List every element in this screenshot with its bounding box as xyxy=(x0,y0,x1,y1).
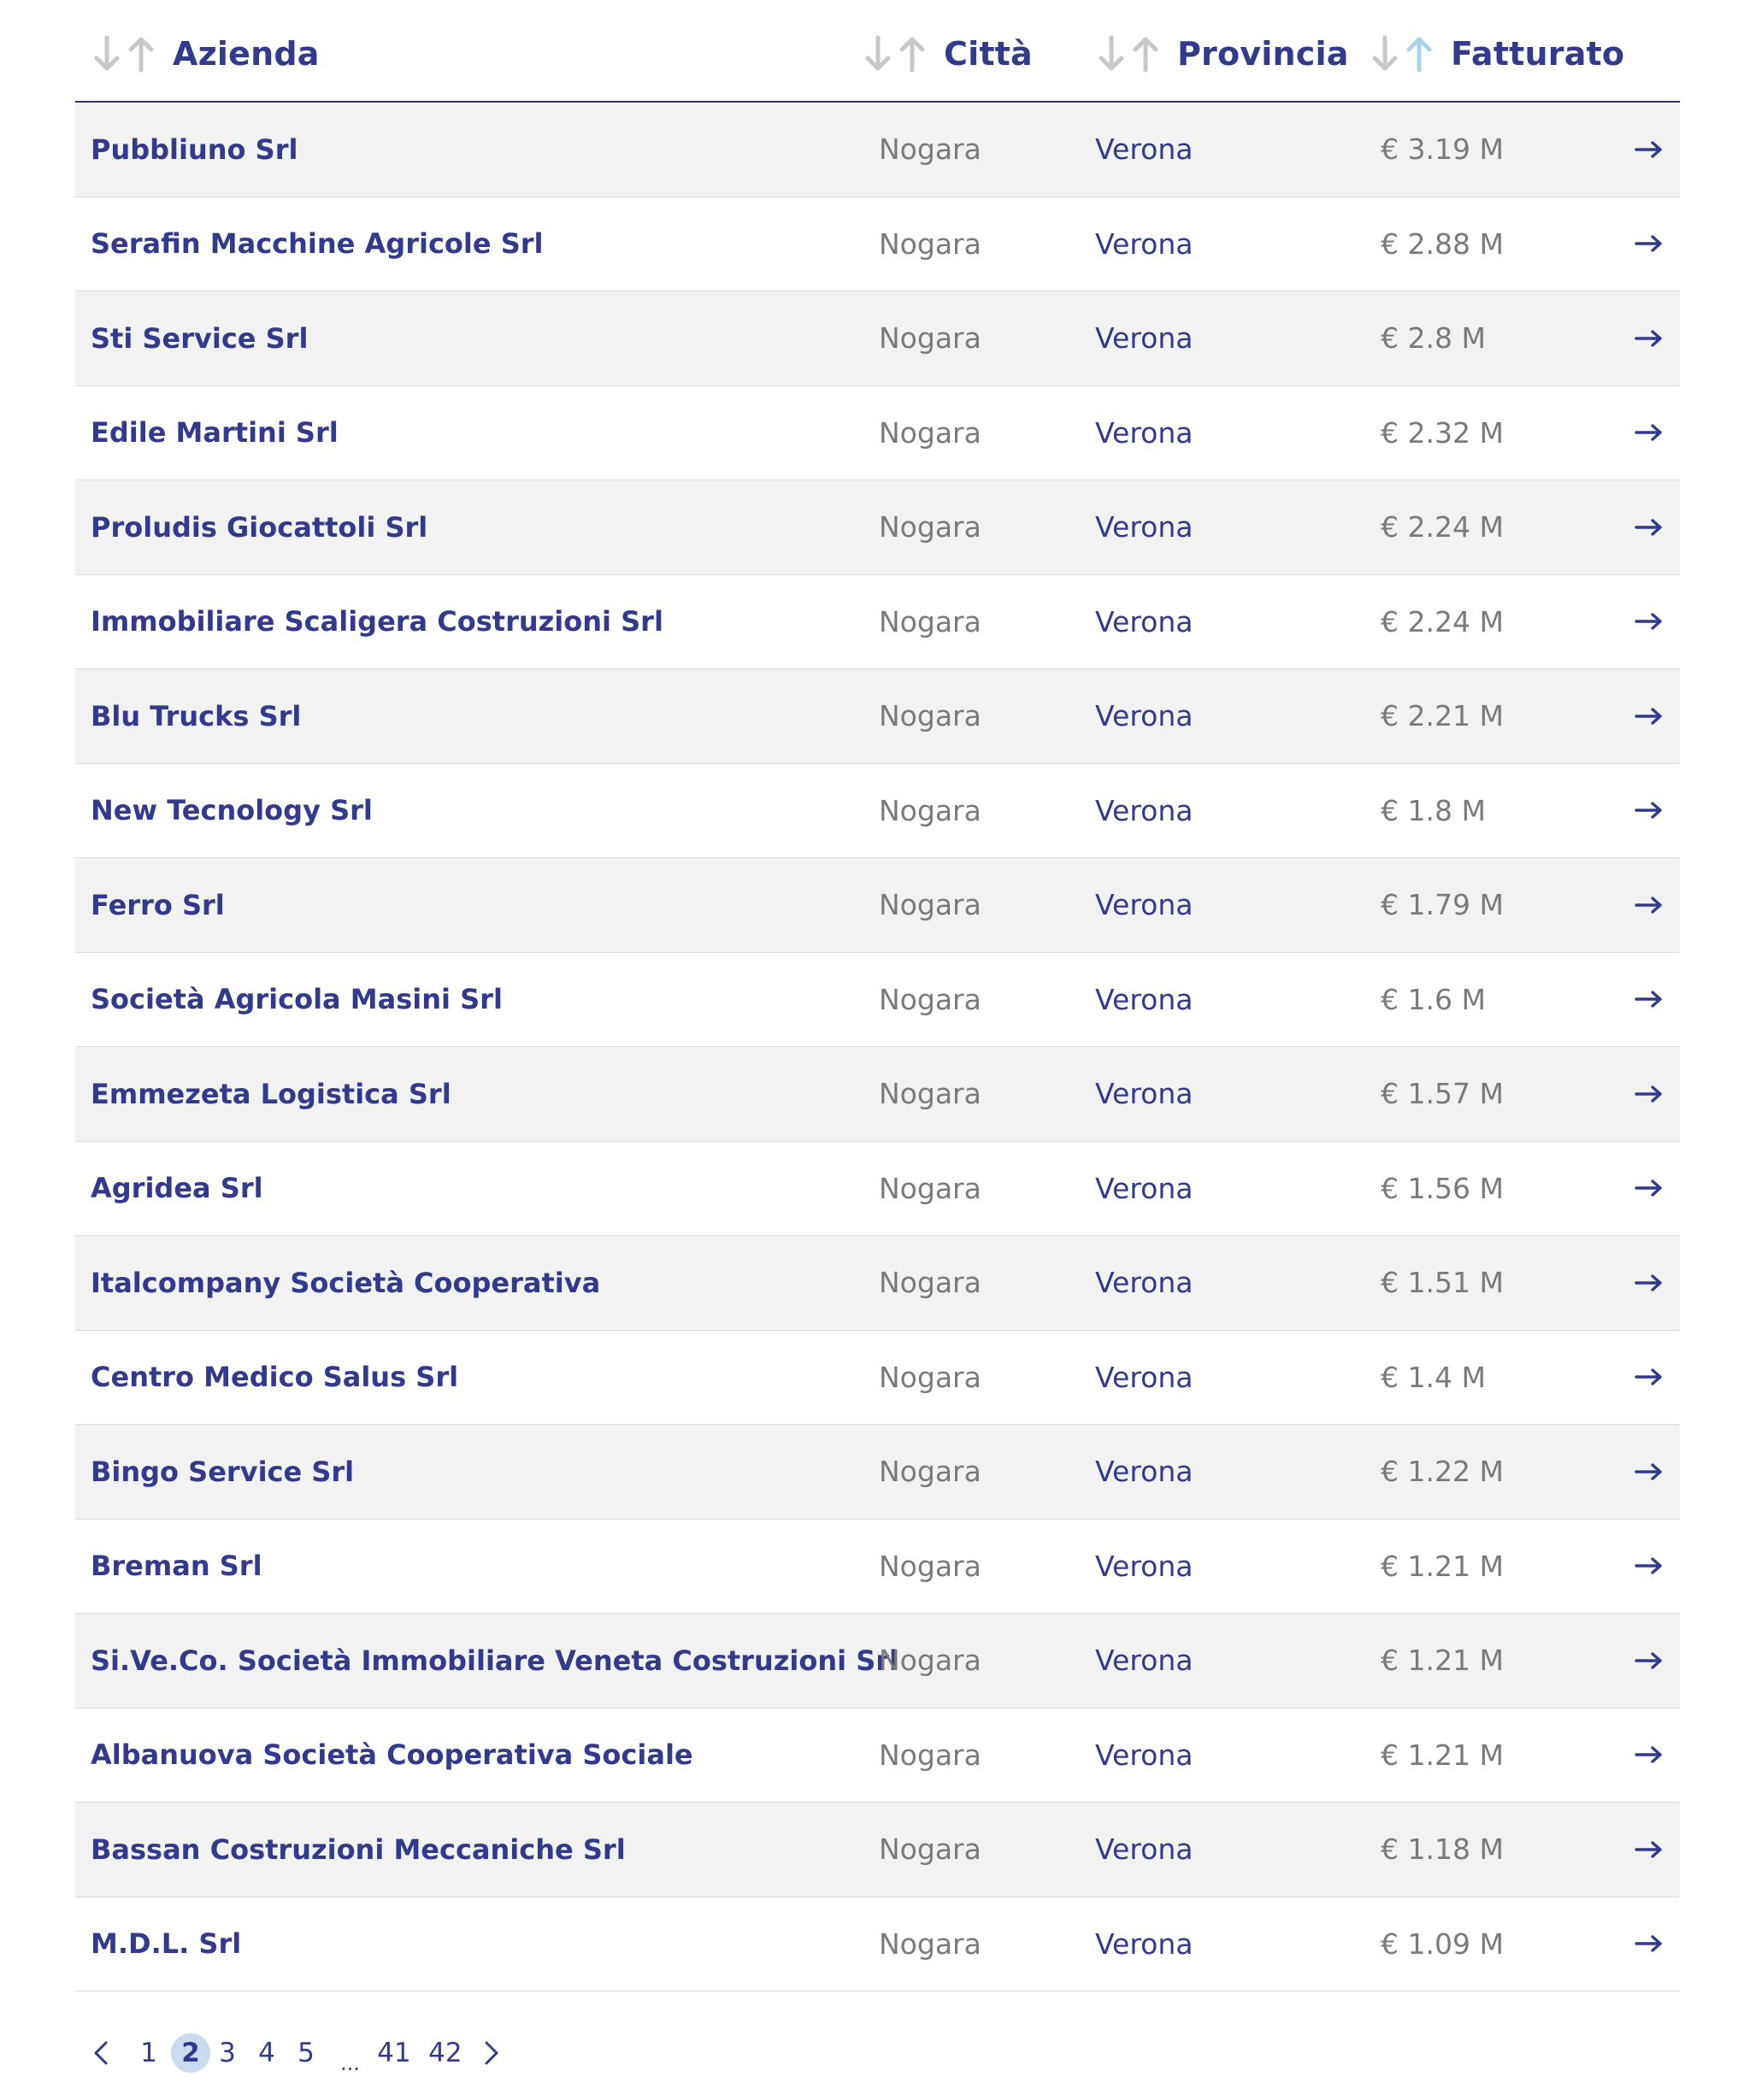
arrow-right-icon[interactable] xyxy=(1634,989,1665,1009)
city-cell: Nogara xyxy=(879,1738,981,1772)
revenue-cell: € 1.8 M xyxy=(1381,793,1486,827)
city-cell: Nogara xyxy=(879,1644,981,1678)
table-row[interactable] xyxy=(75,1236,1680,1331)
revenue-cell: € 1.09 M xyxy=(1381,1926,1504,1961)
company-name-link[interactable]: Immobiliare Scaligera Costruzioni Srl xyxy=(91,605,663,638)
table-row[interactable] xyxy=(75,953,1680,1048)
table-body xyxy=(75,103,1680,1991)
revenue-cell: € 1.6 M xyxy=(1381,982,1486,1016)
page-link-42[interactable]: 42 xyxy=(428,2038,463,2068)
company-name-link[interactable]: Pubbliuno Srl xyxy=(91,132,298,166)
revenue-cell: € 1.21 M xyxy=(1381,1549,1504,1583)
city-cell: Nogara xyxy=(879,1926,981,1961)
city-cell: Nogara xyxy=(879,1360,981,1394)
arrow-right-icon[interactable] xyxy=(1634,1462,1665,1482)
page-link-5[interactable]: 5 xyxy=(298,2038,315,2068)
row-action[interactable] xyxy=(1620,1178,1680,1198)
table-row[interactable] xyxy=(75,1142,1680,1237)
row-action[interactable] xyxy=(1620,517,1680,538)
row-action[interactable] xyxy=(1620,800,1680,821)
row-action[interactable] xyxy=(1620,1650,1680,1671)
table-row[interactable] xyxy=(75,1331,1680,1426)
table-row[interactable] xyxy=(75,480,1680,575)
province-cell: Verona xyxy=(1095,321,1193,356)
pagination xyxy=(75,2019,1680,2087)
company-name-link[interactable]: M.D.L. Srl xyxy=(91,1927,242,1961)
revenue-cell: € 2.24 M xyxy=(1381,604,1504,638)
arrow-right-icon[interactable] xyxy=(1634,328,1665,349)
sort-desc-icon[interactable] xyxy=(92,34,121,74)
table-row[interactable] xyxy=(75,291,1680,386)
sort-desc-icon[interactable] xyxy=(1097,34,1126,74)
arrow-right-icon[interactable] xyxy=(1634,1178,1665,1198)
province-cell: Verona xyxy=(1095,982,1193,1016)
city-cell: Nogara xyxy=(879,510,981,544)
province-cell: Verona xyxy=(1095,1738,1193,1772)
revenue-cell: € 1.51 M xyxy=(1381,1266,1504,1300)
column-header-city[interactable] xyxy=(863,0,1080,101)
column-header-name[interactable] xyxy=(75,0,863,101)
city-cell: Nogara xyxy=(879,321,981,356)
table-row[interactable] xyxy=(75,669,1680,764)
row-action[interactable] xyxy=(1620,611,1680,632)
table-row[interactable] xyxy=(75,1614,1680,1709)
page-link-41[interactable]: 41 xyxy=(377,2038,411,2068)
arrow-right-icon[interactable] xyxy=(1634,611,1665,632)
revenue-cell: € 2.32 M xyxy=(1381,415,1504,450)
company-name-link[interactable]: Bingo Service Srl xyxy=(91,1455,355,1488)
chevron-right-icon[interactable] xyxy=(481,2038,502,2068)
arrow-right-icon[interactable] xyxy=(1634,139,1665,160)
city-cell: Nogara xyxy=(879,699,981,733)
table-row[interactable] xyxy=(75,1425,1680,1520)
province-cell: Verona xyxy=(1095,1549,1193,1583)
row-action[interactable] xyxy=(1620,895,1680,915)
revenue-cell: € 1.18 M xyxy=(1381,1832,1504,1867)
table-row[interactable] xyxy=(75,858,1680,953)
table-header xyxy=(75,0,1680,103)
arrow-right-icon[interactable] xyxy=(1634,1556,1665,1576)
company-name-link[interactable]: Ferro Srl xyxy=(91,888,225,921)
province-cell: Verona xyxy=(1095,888,1193,922)
city-cell: Nogara xyxy=(879,888,981,922)
companies-table xyxy=(75,0,1680,2087)
revenue-cell: € 1.22 M xyxy=(1381,1455,1504,1489)
city-cell: Nogara xyxy=(879,1455,981,1489)
province-cell: Verona xyxy=(1095,226,1193,261)
chevron-left-icon[interactable] xyxy=(91,2038,111,2068)
row-action[interactable] xyxy=(1620,1367,1680,1387)
company-name-link[interactable]: Società Agricola Masini Srl xyxy=(91,983,503,1016)
company-name-link[interactable]: Centro Medico Salus Srl xyxy=(91,1361,459,1394)
province-cell: Verona xyxy=(1095,1644,1193,1678)
company-name-link[interactable]: Bassan Costruzioni Meccaniche Srl xyxy=(91,1832,626,1866)
revenue-cell: € 3.19 M xyxy=(1381,132,1504,167)
province-cell: Verona xyxy=(1095,1926,1193,1961)
city-cell: Nogara xyxy=(879,415,981,450)
revenue-cell: € 1.56 M xyxy=(1381,1171,1504,1205)
sort-desc-icon[interactable] xyxy=(1370,34,1399,74)
company-name-link[interactable]: Sti Service Srl xyxy=(91,321,309,355)
revenue-cell: € 1.4 M xyxy=(1381,1360,1486,1394)
arrow-right-icon[interactable] xyxy=(1634,1933,1665,1954)
table-row[interactable] xyxy=(75,1520,1680,1615)
page-link-1[interactable]: 1 xyxy=(140,2038,157,2068)
company-name-link[interactable]: Edile Martini Srl xyxy=(91,416,339,450)
row-action[interactable] xyxy=(1620,1744,1680,1765)
arrow-right-icon[interactable] xyxy=(1634,517,1665,538)
table-row[interactable] xyxy=(75,575,1680,670)
arrow-right-icon[interactable] xyxy=(1634,1273,1665,1293)
page-current[interactable]: 2 xyxy=(171,2033,210,2073)
sort-controls xyxy=(863,34,927,74)
city-cell: Nogara xyxy=(879,1077,981,1111)
sort-asc-icon[interactable] xyxy=(127,34,156,74)
sort-controls xyxy=(92,34,156,74)
revenue-cell: € 1.79 M xyxy=(1381,888,1504,922)
revenue-cell: € 1.21 M xyxy=(1381,1738,1504,1772)
province-cell: Verona xyxy=(1095,1171,1193,1205)
city-cell: Nogara xyxy=(879,1266,981,1300)
sort-asc-icon-active[interactable] xyxy=(1405,34,1434,74)
column-header-revenue[interactable] xyxy=(1365,0,1625,101)
sort-controls xyxy=(1370,34,1434,74)
revenue-cell: € 2.21 M xyxy=(1381,699,1504,733)
province-cell: Verona xyxy=(1095,793,1193,827)
row-action[interactable] xyxy=(1620,1839,1680,1860)
pagination-ellipsis: ... xyxy=(340,2051,360,2075)
revenue-cell: € 2.24 M xyxy=(1381,510,1504,544)
arrow-right-icon[interactable] xyxy=(1634,800,1665,821)
table-row[interactable] xyxy=(75,386,1680,481)
province-cell: Verona xyxy=(1095,604,1193,638)
arrow-right-icon[interactable] xyxy=(1634,1084,1665,1104)
sort-controls xyxy=(1097,34,1160,74)
row-action[interactable] xyxy=(1620,139,1680,160)
row-action[interactable] xyxy=(1620,989,1680,1009)
province-cell: Verona xyxy=(1095,699,1193,733)
arrow-right-icon[interactable] xyxy=(1634,1744,1665,1765)
arrow-right-icon[interactable] xyxy=(1634,422,1665,443)
sort-asc-icon[interactable] xyxy=(1131,34,1160,74)
revenue-cell: € 2.8 M xyxy=(1381,321,1486,356)
arrow-right-icon[interactable] xyxy=(1634,706,1665,726)
column-label: Provincia xyxy=(1177,35,1349,73)
company-name-link[interactable]: New Tecnology Srl xyxy=(91,794,373,827)
city-cell: Nogara xyxy=(879,604,981,638)
row-action[interactable] xyxy=(1620,1462,1680,1482)
table-row[interactable] xyxy=(75,764,1680,859)
sort-desc-icon[interactable] xyxy=(863,34,893,74)
company-name-link[interactable]: Emmezeta Logistica Srl xyxy=(91,1077,451,1110)
row-action[interactable] xyxy=(1620,422,1680,443)
column-label: Fatturato xyxy=(1451,35,1625,73)
province-cell: Verona xyxy=(1095,1077,1193,1111)
province-cell: Verona xyxy=(1095,1360,1193,1394)
column-label: Azienda xyxy=(173,35,320,73)
column-header-province[interactable] xyxy=(1080,0,1365,101)
row-action[interactable] xyxy=(1620,1084,1680,1104)
city-cell: Nogara xyxy=(879,793,981,827)
company-name-link[interactable]: Si.Ve.Co. Società Immobiliare Veneta Costruzioni Srl xyxy=(91,1644,899,1677)
arrow-right-icon[interactable] xyxy=(1634,895,1665,915)
row-action[interactable] xyxy=(1620,1556,1680,1576)
table-row[interactable] xyxy=(75,1709,1680,1803)
arrow-right-icon[interactable] xyxy=(1634,1367,1665,1387)
page-link-3[interactable]: 3 xyxy=(219,2038,236,2068)
company-name-link[interactable]: Serafin Macchine Agricole Srl xyxy=(91,227,544,261)
revenue-cell: € 2.88 M xyxy=(1381,226,1504,261)
revenue-cell: € 1.21 M xyxy=(1381,1644,1504,1678)
city-cell: Nogara xyxy=(879,1549,981,1583)
table-row[interactable] xyxy=(75,1047,1680,1142)
company-name-link[interactable]: Italcompany Società Cooperativa xyxy=(91,1266,601,1299)
table-row[interactable] xyxy=(75,1803,1680,1897)
province-cell: Verona xyxy=(1095,510,1193,544)
table-row[interactable] xyxy=(75,103,1680,197)
province-cell: Verona xyxy=(1095,1266,1193,1300)
city-cell: Nogara xyxy=(879,1832,981,1867)
row-action[interactable] xyxy=(1620,233,1680,254)
city-cell: Nogara xyxy=(879,982,981,1016)
city-cell: Nogara xyxy=(879,226,981,261)
table-row[interactable] xyxy=(75,197,1680,292)
company-name-link[interactable]: Breman Srl xyxy=(91,1550,262,1583)
province-cell: Verona xyxy=(1095,1455,1193,1489)
province-cell: Verona xyxy=(1095,415,1193,450)
city-cell: Nogara xyxy=(879,1171,981,1205)
row-action[interactable] xyxy=(1620,706,1680,726)
company-name-link[interactable]: Blu Trucks Srl xyxy=(91,699,302,732)
revenue-cell: € 1.57 M xyxy=(1381,1077,1504,1111)
sort-asc-icon[interactable] xyxy=(898,34,927,74)
arrow-right-icon[interactable] xyxy=(1634,1839,1665,1860)
row-action[interactable] xyxy=(1620,1933,1680,1954)
column-label: Città xyxy=(944,35,1033,73)
page-link-4[interactable]: 4 xyxy=(258,2038,275,2068)
arrow-right-icon[interactable] xyxy=(1634,233,1665,254)
company-name-link[interactable]: Proludis Giocattoli Srl xyxy=(91,510,428,544)
table-row[interactable] xyxy=(75,1897,1680,1992)
company-name-link[interactable]: Agridea Srl xyxy=(91,1172,263,1205)
province-cell: Verona xyxy=(1095,1832,1193,1867)
city-cell: Nogara xyxy=(879,132,981,167)
company-name-link[interactable]: Albanuova Società Cooperativa Sociale xyxy=(91,1738,693,1772)
row-action[interactable] xyxy=(1620,328,1680,349)
row-action[interactable] xyxy=(1620,1273,1680,1293)
province-cell: Verona xyxy=(1095,132,1193,167)
arrow-right-icon[interactable] xyxy=(1634,1650,1665,1671)
